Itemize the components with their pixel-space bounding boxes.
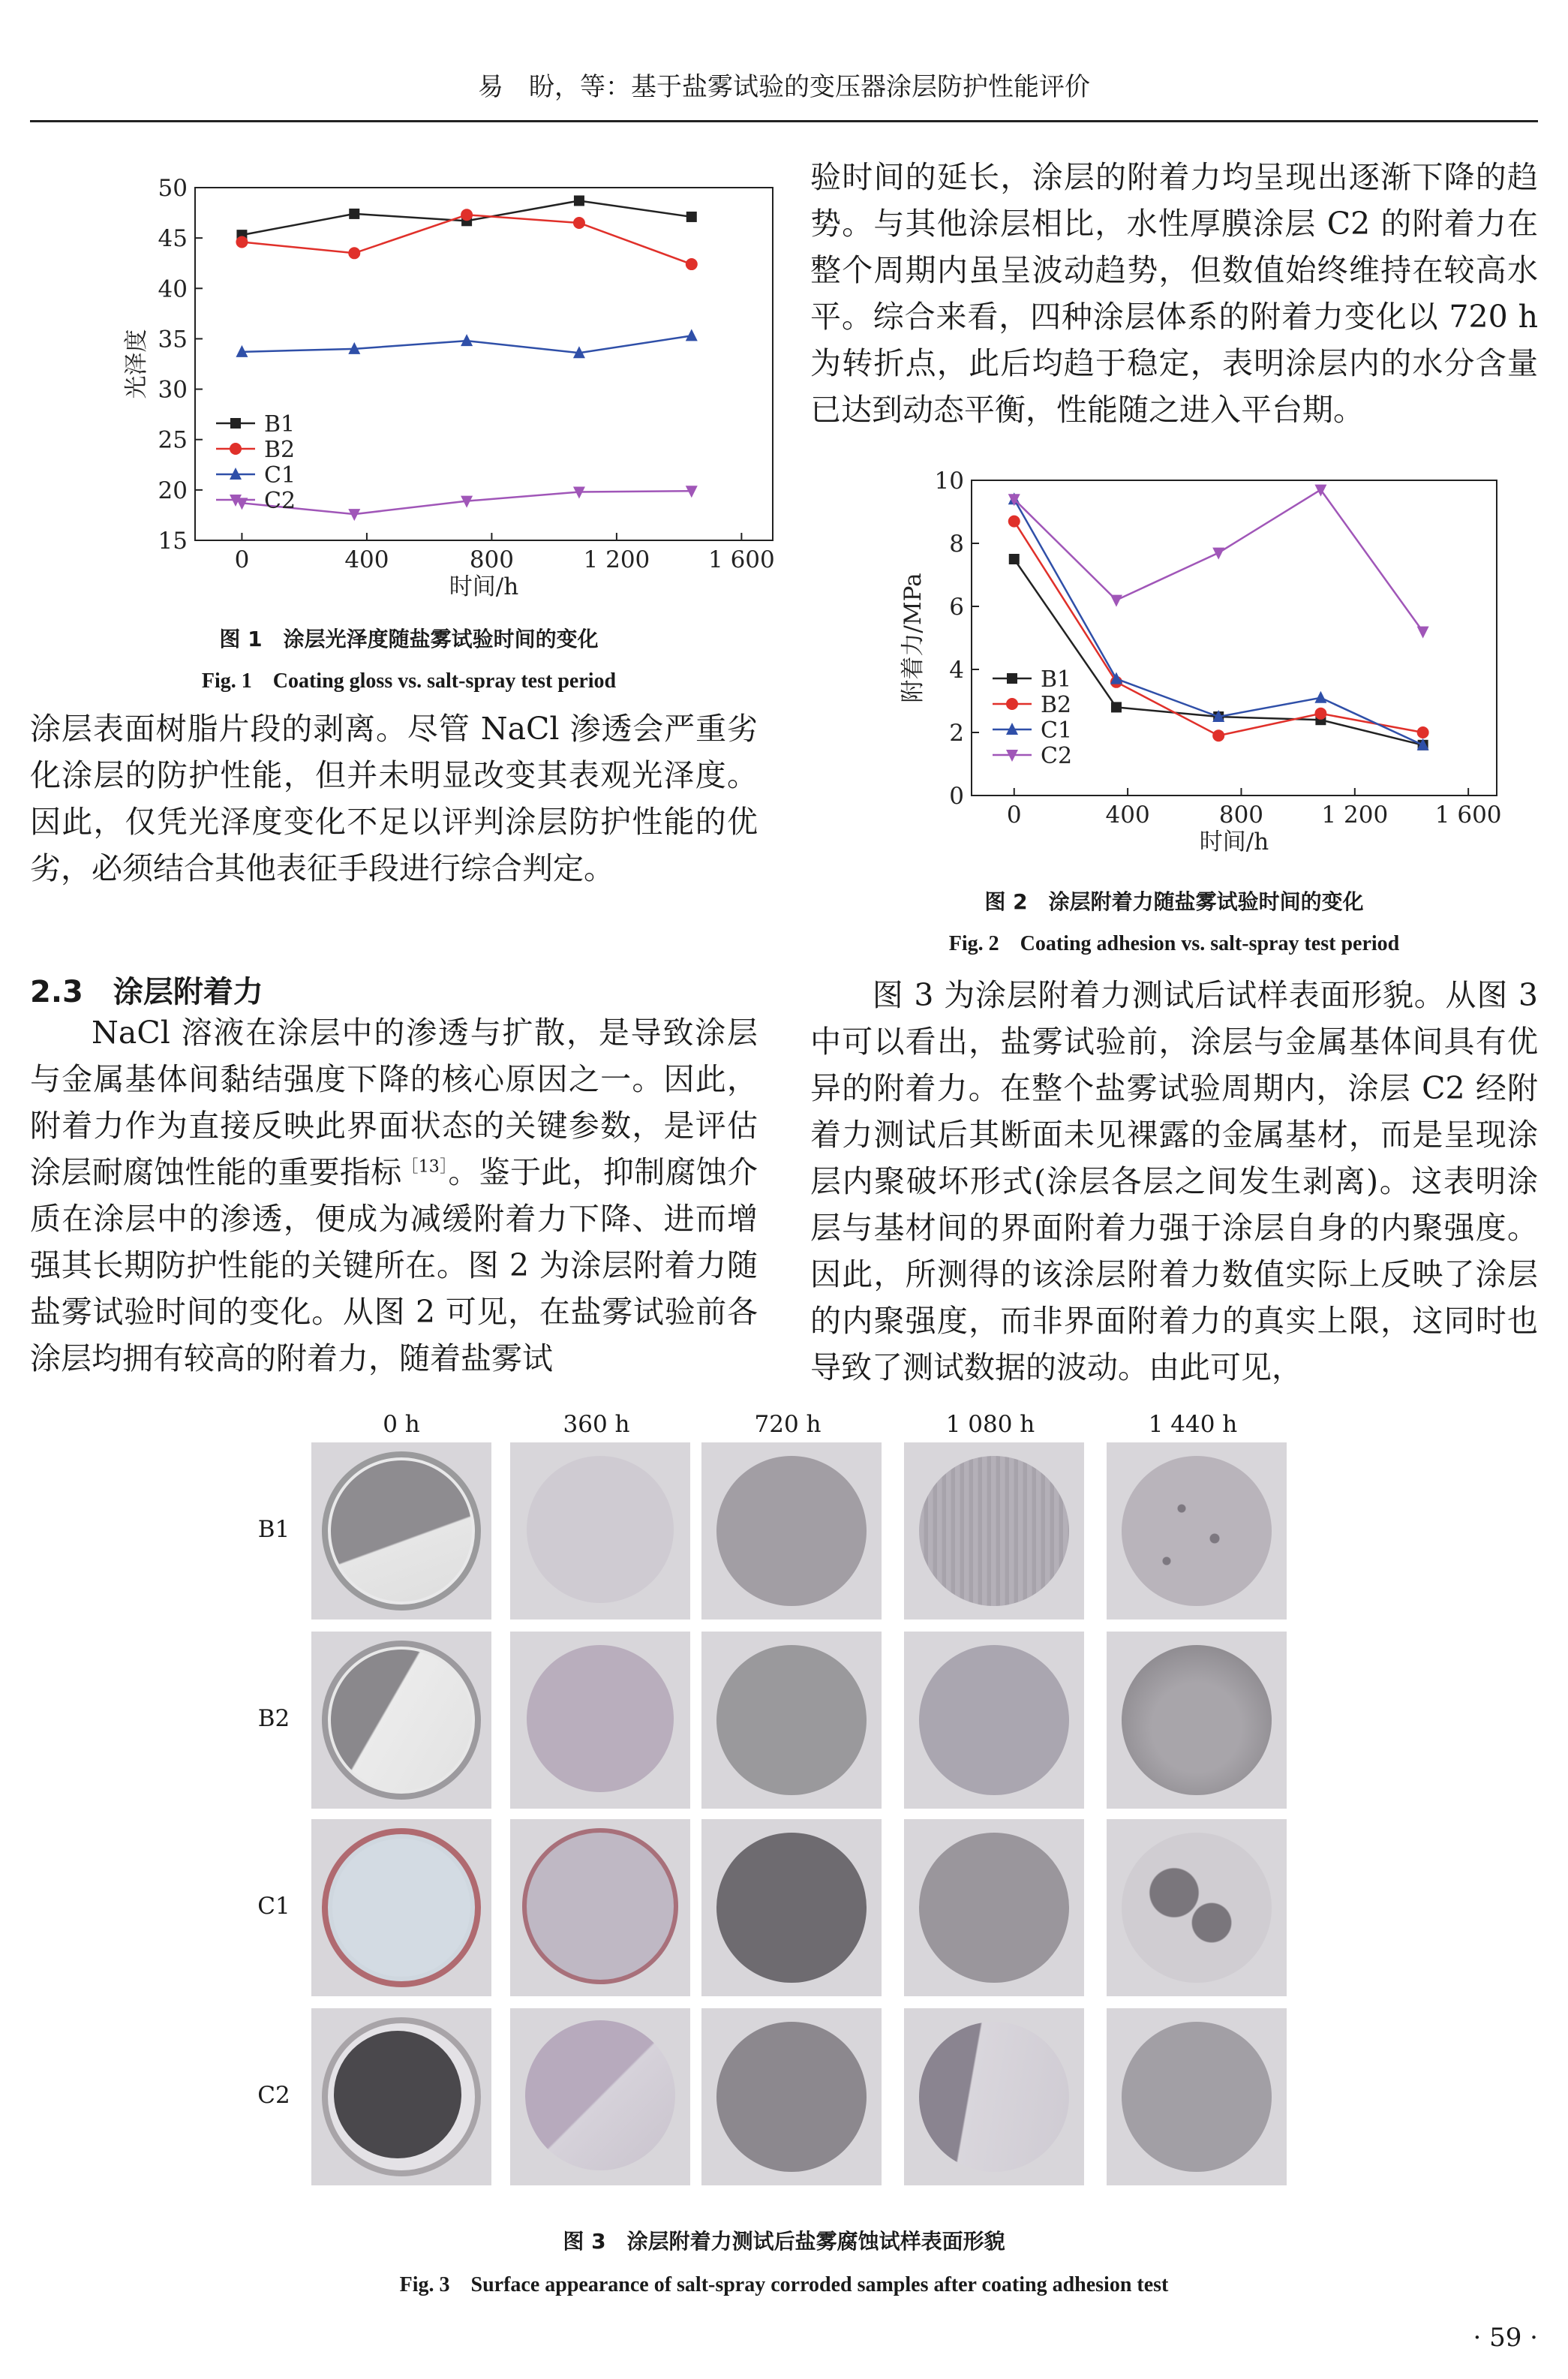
column-label-1440h: 1 440 h xyxy=(1148,1411,1238,1438)
sample-photo-c1-0h xyxy=(311,1819,491,1996)
chart1-xtick-label: 1 600 xyxy=(708,546,775,573)
sample-photo-b1-1080h xyxy=(904,1442,1084,1620)
chart2-ytick-label: 10 xyxy=(934,468,964,495)
row-label-c1: C1 xyxy=(257,1893,290,1920)
chart2-x-axis-label: 时间/h xyxy=(1199,829,1269,856)
sample-photo-c2-1080h xyxy=(904,2008,1084,2185)
column-label-0h: 0 h xyxy=(383,1411,420,1438)
chart1-ytick-label: 35 xyxy=(158,326,188,353)
sample-photo-b2-1440h xyxy=(1107,1632,1287,1809)
sample-photo-c2-1440h xyxy=(1107,2008,1287,2185)
sample-photo-c2-0h xyxy=(311,2008,491,2185)
chart1-legend-label-b2: B2 xyxy=(264,437,296,463)
chart2-series-line-c2 xyxy=(1014,490,1423,632)
chart2-legend-marker-b1 xyxy=(1007,673,1017,684)
chart2-point-b2 xyxy=(1008,516,1020,528)
figure-1-caption-en: Fig. 1 Coating gloss vs. salt-spray test period xyxy=(201,669,617,693)
chart1-ytick-label: 45 xyxy=(158,225,188,253)
section-heading-2-3: 2.3 涂层附着力 xyxy=(30,975,263,1009)
chart2-legend-marker-b2 xyxy=(1006,698,1018,710)
chart1-point-c1 xyxy=(461,334,473,346)
sample-photo-b2-720h xyxy=(701,1632,882,1809)
sample-photo-c1-1080h xyxy=(904,1819,1084,1996)
chart1-legend-label-c1: C1 xyxy=(264,462,296,489)
chart1-ytick-label: 25 xyxy=(158,426,188,454)
page-number: · 59 · xyxy=(1473,2323,1538,2353)
chart1-point-b1 xyxy=(574,195,584,206)
chart1-legend-label-c2: C2 xyxy=(264,488,296,514)
sample-photo-b2-360h xyxy=(510,1632,690,1809)
running-header: 易 盼，等：基于盐雾试验的变压器涂层防护性能评价 xyxy=(478,72,1090,102)
chart2-ytick-label: 4 xyxy=(949,657,964,684)
figure-3-caption-en: Fig. 3 Surface appearance of salt-spray corroded samples after coating adhesion test xyxy=(399,2273,1169,2296)
sample-photo-b1-1440h xyxy=(1107,1442,1287,1620)
chart2-point-c2 xyxy=(1212,548,1224,560)
chart2-point-c2 xyxy=(1110,595,1122,607)
figure-1-caption-cn: 图 1 涂层光泽度随盐雾试验时间的变化 xyxy=(219,627,599,651)
chart1-xtick-label: 800 xyxy=(469,546,514,573)
right-paragraph-1: 验时间的延长，涂层的附着力均呈现出逐渐下降的趋势。与其他涂层相比，水性厚膜涂层 C2 的附着力在整个周期内虽呈波动趋势，但数值始终维持在较高水平。综合来看，四种涂层体系的附着力变化以 720 h 为转折点，此后均趋于稳定，表明涂层内的水分含量已达到动态平衡，性能随之进入平台期。 xyxy=(810,159,1538,428)
chart1-ytick-label: 30 xyxy=(158,376,188,404)
chart2-legend-label-c2: C2 xyxy=(1041,743,1073,769)
chart2-point-c1 xyxy=(1314,691,1326,703)
chart1-point-b2 xyxy=(573,217,585,229)
chart1-ytick-label: 20 xyxy=(158,477,188,504)
figure-3-caption-cn: 图 3 涂层附着力测试后盐雾腐蚀试样表面形貌 xyxy=(563,2229,1005,2254)
chart2-ytick-label: 0 xyxy=(949,783,964,810)
chart1-point-b2 xyxy=(236,236,248,248)
left-paragraph-2-text: NaCl 溶液在涂层中的渗透与扩散，是导致涂层与金属基体间黏结强度下降的核心原因之一。因此，附着力作为直接反映此界面状态的关键参数，是评估涂层耐腐蚀性能的重要指标 xyxy=(30,1015,758,1190)
column-label-360h: 360 h xyxy=(563,1411,630,1438)
chart2-xtick-label: 1 200 xyxy=(1321,802,1389,829)
column-label-1080h: 1 080 h xyxy=(945,1411,1035,1438)
left-paragraph-2 xyxy=(30,1009,758,1382)
sample-photo-c2-720h xyxy=(701,2008,882,2185)
sample-photo-b2-0h xyxy=(311,1632,491,1809)
chart2-legend-label-b2: B2 xyxy=(1041,692,1072,718)
sample-photo-b1-0h xyxy=(311,1442,491,1620)
chart1-point-b1 xyxy=(349,209,359,219)
figure-2-caption-cn: 图 2 涂层附着力随盐雾试验时间的变化 xyxy=(984,889,1364,914)
chart1-point-b2 xyxy=(686,258,698,270)
chart2-ytick-label: 2 xyxy=(949,720,964,747)
chart2-xtick-label: 1 600 xyxy=(1434,802,1502,829)
chart2-series-line-c1 xyxy=(1014,499,1423,745)
figure-2-adhesion-chart xyxy=(893,462,1508,874)
figure-3-sample-grid xyxy=(248,1411,1313,2206)
chart1-ytick-label: 50 xyxy=(158,175,188,202)
right-paragraph-2 xyxy=(810,972,1538,1391)
header-rule xyxy=(30,120,1538,122)
chart2-ytick-label: 8 xyxy=(949,531,964,558)
chart2-point-b2 xyxy=(1314,708,1326,720)
sample-photo-c1-360h xyxy=(510,1819,690,1996)
chart2-legend-label-b1: B1 xyxy=(1041,666,1072,693)
chart1-xtick-label: 0 xyxy=(234,546,250,573)
row-label-b2: B2 xyxy=(257,1705,290,1732)
row-label-b1: B1 xyxy=(257,1516,290,1543)
chart1-xtick-label: 400 xyxy=(344,546,389,573)
chart2-xtick-label: 0 xyxy=(1006,802,1022,829)
reference-citation: ［13］ xyxy=(401,1157,449,1177)
column-label-720h: 720 h xyxy=(754,1411,822,1438)
chart1-point-c1 xyxy=(686,329,698,341)
chart1-point-b2 xyxy=(348,247,360,259)
chart2-point-b2 xyxy=(1212,729,1224,741)
chart1-legend-marker-b2 xyxy=(230,443,242,455)
chart2-y-axis-label: 附着力/MPa xyxy=(900,573,927,703)
chart2-point-b1 xyxy=(1111,702,1122,712)
figure-1-gloss-chart xyxy=(113,161,788,604)
chart2-xtick-label: 400 xyxy=(1105,802,1150,829)
chart2-legend-label-c1: C1 xyxy=(1041,717,1073,744)
chart1-ytick-label: 15 xyxy=(158,528,188,555)
left-paragraph-2-text-cont: 。鉴于此，抑制腐蚀介质在涂层中的渗透，便成为减缓附着力下降、进而增强其长期防护性能的关键所在。图 2 为涂层附着力随盐雾试验时间的变化。从图 2 可见，在盐雾试验前各涂层均拥有较高的附着力，随着盐雾试 xyxy=(30,1154,758,1376)
figure-2-caption-en: Fig. 2 Coating adhesion vs. salt-spray test period xyxy=(948,932,1400,955)
sample-photo-c1-1440h xyxy=(1107,1819,1287,1996)
chart2-point-c2 xyxy=(1417,627,1429,639)
row-label-c2: C2 xyxy=(257,2082,290,2109)
sample-photo-b1-360h xyxy=(510,1442,690,1620)
left-paragraph-1: 涂层表面树脂片段的剥离。尽管 NaCl 渗透会严重劣化涂层的防护性能，但并未明显改变其表观光泽度。因此，仅凭光泽度变化不足以评判涂层防护性能的优劣，必须结合其他表征手段进行综合判定。 xyxy=(30,711,758,886)
sample-photo-b1-720h xyxy=(701,1442,882,1620)
right-paragraph-2-text: 图 3 为涂层附着力测试后试样表面形貌。从图 3 中可以看出，盐雾试验前，涂层与金属基体间具有优异的附着力。在整个盐雾试验周期内，涂层 C2 经附着力测试后其断面未见裸露的金属基材，而是呈现涂层内聚破坏形式(涂层各层之间发生剥离)。这表明涂层与基材间的界面附着力强于涂层自身的内聚强度。因此，所测得的该涂层附着力数值实际上反映了涂层的内聚强度，而非界面附着力的真实上限，这同时也导致了测试数据的波动。由此可见， xyxy=(810,977,1538,1385)
chart1-xtick-label: 1 200 xyxy=(583,546,650,573)
chart1-legend-label-b1: B1 xyxy=(264,411,296,438)
chart1-ytick-label: 40 xyxy=(158,275,188,303)
sample-photo-c2-360h xyxy=(510,2008,690,2185)
chart2-point-b2 xyxy=(1417,726,1429,738)
chart1-point-c2 xyxy=(348,509,360,521)
chart1-point-b2 xyxy=(461,209,473,221)
chart2-point-b1 xyxy=(1009,554,1020,564)
chart1-x-axis-label: 时间/h xyxy=(449,573,519,600)
chart1-legend-marker-b1 xyxy=(230,418,241,429)
chart1-point-b1 xyxy=(686,212,697,222)
chart2-ytick-label: 6 xyxy=(949,594,964,621)
sample-photo-b2-1080h xyxy=(904,1632,1084,1809)
sample-photo-c1-720h xyxy=(701,1819,882,1996)
chart1-y-axis-label: 光泽度 xyxy=(123,329,150,399)
chart2-xtick-label: 800 xyxy=(1218,802,1264,829)
